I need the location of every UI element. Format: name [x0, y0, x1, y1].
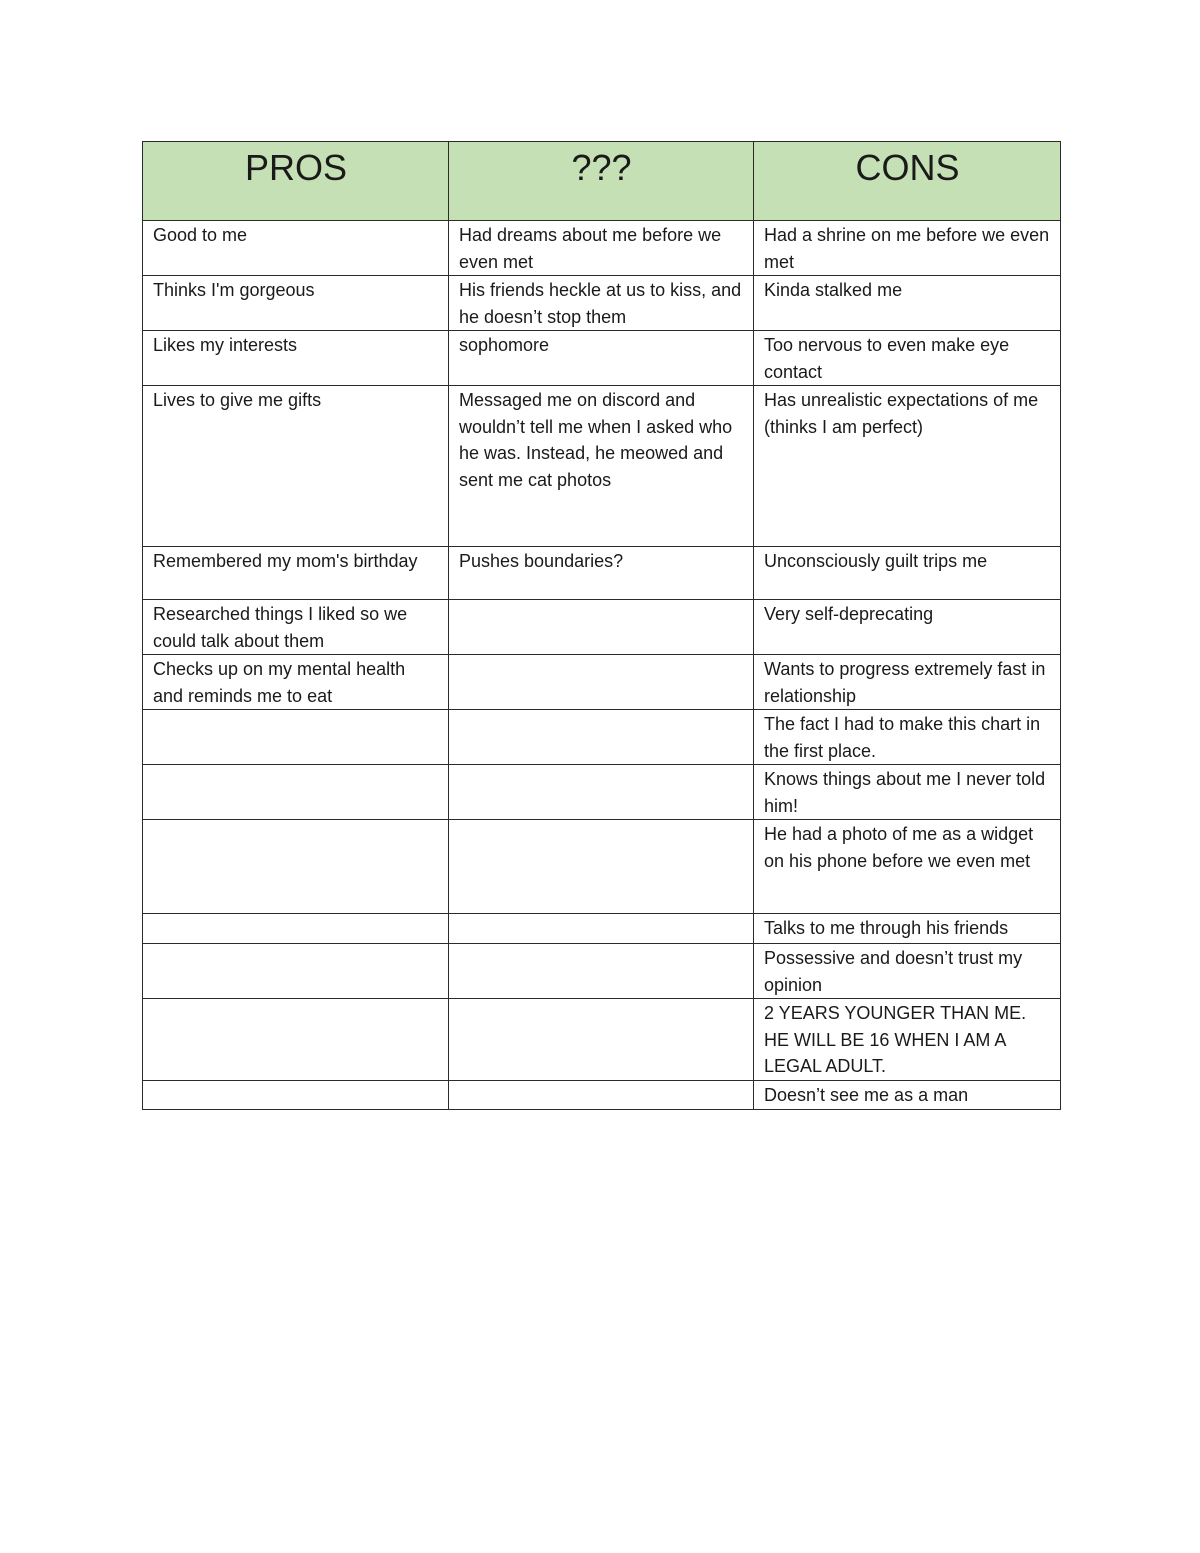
cons-cell: Unconsciously guilt trips me: [754, 547, 1061, 600]
header-unsure: ???: [449, 142, 754, 221]
pros-cell: Remembered my mom's birthday: [143, 547, 449, 600]
pros-cell: Likes my interests: [143, 331, 449, 386]
pros-cell: [143, 820, 449, 914]
unsure-cell: [449, 655, 754, 710]
unsure-cell: Had dreams about me before we even met: [449, 221, 754, 276]
pros-cell: [143, 1080, 449, 1109]
table-row: [143, 276, 1061, 331]
unsure-cell: [449, 999, 754, 1081]
cons-cell: He had a photo of me as a widget on his phone before we even met: [754, 820, 1061, 914]
header-pros: PROS: [143, 142, 449, 221]
unsure-cell: [449, 600, 754, 655]
table-row: [143, 386, 1061, 547]
pros-cell: Thinks I'm gorgeous: [143, 276, 449, 331]
unsure-cell: [449, 710, 754, 765]
pros-cons-table: [142, 141, 1061, 1110]
cons-cell: Very self-deprecating: [754, 600, 1061, 655]
unsure-cell: [449, 765, 754, 820]
cons-cell: The fact I had to make this chart in the first place.: [754, 710, 1061, 765]
pros-cell: [143, 765, 449, 820]
table-row: [143, 221, 1061, 276]
unsure-cell: Messaged me on discord and wouldn’t tell me when I asked who he was. Instead, he meowed and sent me cat photos: [449, 386, 754, 547]
table-row: [143, 655, 1061, 710]
cons-cell: Has unrealistic expectations of me (thinks I am perfect): [754, 386, 1061, 547]
unsure-cell: sophomore: [449, 331, 754, 386]
pros-cell: Lives to give me gifts: [143, 386, 449, 547]
pros-cell: [143, 999, 449, 1081]
table-row: [143, 820, 1061, 914]
unsure-cell: [449, 1080, 754, 1109]
pros-cell: Researched things I liked so we could talk about them: [143, 600, 449, 655]
table-row: [143, 1080, 1061, 1109]
table-row: [143, 600, 1061, 655]
table-row: [143, 999, 1061, 1081]
table-row: [143, 944, 1061, 999]
table-row: [143, 914, 1061, 944]
pros-cell: [143, 944, 449, 999]
pros-cell: Good to me: [143, 221, 449, 276]
header-cons: CONS: [754, 142, 1061, 221]
unsure-cell: His friends heckle at us to kiss, and he doesn’t stop them: [449, 276, 754, 331]
pros-cell: Checks up on my mental health and reminds me to eat: [143, 655, 449, 710]
pros-cell: [143, 914, 449, 944]
cons-cell: Had a shrine on me before we even met: [754, 221, 1061, 276]
table-row: [143, 710, 1061, 765]
cons-cell: Doesn’t see me as a man: [754, 1080, 1061, 1109]
unsure-cell: [449, 914, 754, 944]
cons-cell: Kinda stalked me: [754, 276, 1061, 331]
cons-cell: 2 YEARS YOUNGER THAN ME. HE WILL BE 16 WHEN I AM A LEGAL ADULT.: [754, 999, 1061, 1081]
table-row: [143, 331, 1061, 386]
table-row: [143, 765, 1061, 820]
unsure-cell: Pushes boundaries?: [449, 547, 754, 600]
cons-cell: Talks to me through his friends: [754, 914, 1061, 944]
cons-cell: Too nervous to even make eye contact: [754, 331, 1061, 386]
cons-cell: Wants to progress extremely fast in relationship: [754, 655, 1061, 710]
header-row: [143, 142, 1061, 221]
unsure-cell: [449, 944, 754, 999]
pros-cell: [143, 710, 449, 765]
cons-cell: Knows things about me I never told him!: [754, 765, 1061, 820]
table-row: [143, 547, 1061, 600]
cons-cell: Possessive and doesn’t trust my opinion: [754, 944, 1061, 999]
unsure-cell: [449, 820, 754, 914]
